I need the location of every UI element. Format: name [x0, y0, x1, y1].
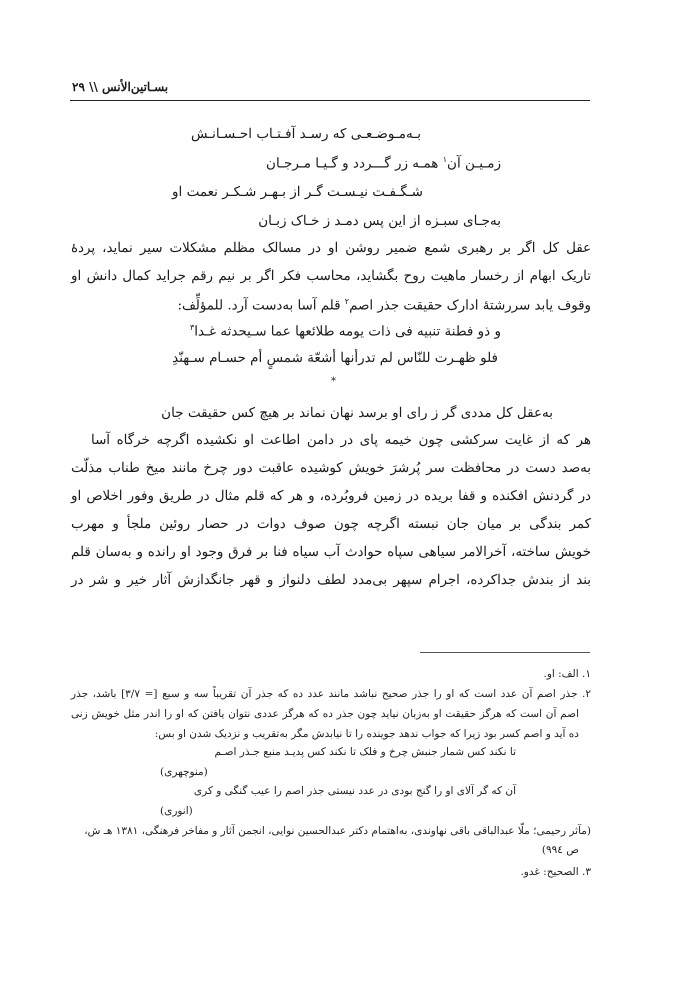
verse-line: به‌جـای سبـزه از این پس دمـد ز خـاک زبـان — [258, 213, 501, 229]
footnote-rule — [420, 652, 590, 653]
footnote-1: ۱. الف: او. — [543, 668, 591, 680]
body-line: به‌صد دست در محافظت سر پُرشرَ خویش کوشیده عاقبت دور چرخ مانند میخ طناب مذلّت — [71, 461, 591, 476]
footnote-quote: آن که گر آلای او را گنج بودی در عدد نیستی جذر اصم را عیب گنگی و کری — [193, 785, 516, 797]
footnote-2-line: ده آید و اصم کسر بود زیرا که جواب ندهد جوینده را تا نیابدش مگر به‌تقریب و نزدیک شدن او بس: — [154, 728, 579, 740]
footnote-quote: تا نکند کس شمار جنبش چرخ و فلک تا نکند کس پدیـد منبع جـذر اصـم — [214, 746, 516, 758]
section-separator: * — [331, 376, 336, 387]
verse-line: شـگـفـت نیـسـت گـر از بـهـر شـکـر نعمت او — [172, 184, 423, 200]
footnote-quote-source: (انوری) — [160, 805, 193, 817]
body-line: هر که از غایت سرکشی چون خیمه پای در دامن اطاعت او نکشیده اگرچه خرگاه آسا — [91, 433, 591, 448]
footnote-ref: ۱ — [442, 155, 448, 164]
verse-line: زمـیـن آن$^۱$ همـه زر گـــردد و گـیـا مـرجـان — [266, 155, 501, 172]
body-line: بند از بندش جداکرده، اجرام سپهر بی‌مدد لطف دلنواز و قهر جانگدازش آثار خیر و شر در — [71, 573, 591, 588]
footnote-2-line: ۲. جذر اصم آن عدد است که او را جذر صحیح نباشد مانند عدد ده که جذر آن تقریباً سه و سبع [= ۳/۷] باشد، جذر — [71, 688, 592, 700]
footnote-ref: ۲ — [344, 297, 350, 306]
footnote-3: ۳. الصحیح: غدو. — [520, 866, 591, 878]
body-line: کمر بندگی بر میان جان نبسته اگرچه چون صوف دوات در حصار روئین ملجأ و مهرب — [71, 517, 591, 532]
header-rule — [70, 100, 590, 101]
footnote-ref: ۳ — [189, 323, 195, 332]
footnote-citation: ص ۹۹٤) — [541, 844, 579, 856]
verse-line: بـه‌مـوضـعـی که رسـد آفـتـاب احـسـانـش — [190, 126, 421, 142]
footnote-citation: (مآثر رحیمی؛ ملّا عبدالباقی باقی نهاوندی، به‌اهتمام دکتر عبدالحسین نوایی، انجمن آثار و مفاخر فرهنگی، ۱۳۸۱ هـ ش، — [84, 825, 591, 837]
arabic-verse-line: و ذو فطنة تنبیه فی ذات یومه طلائعها عما سـیحدثه غـدا$^۳$ — [189, 323, 501, 340]
footnote-quote-source: (منوچهری) — [160, 766, 208, 778]
running-header: بسـاتین‌الأنس \\ ۲۹ — [72, 80, 169, 94]
body-line: تاریک ابهام از رخسار ماهیت روح بگشاید، محاسب فکر اگر بر نیم رقم جراید کمال دانش او — [71, 269, 591, 284]
body-line: وقوف یابد سررشتهٔ ادارک حقیقت جذر اصم$^۲$ قلم آسا به‌دست آرد. للمؤلِّف: — [177, 297, 591, 314]
body-line: عقل کل اگر بر رهبری شمع ضمیر روشن او در مسالک مظلم مشکلات سیر نماید، پردهٔ — [71, 241, 591, 256]
body-line: در گردنش افکنده و قفا بریده در زمین فروبُرده، و هر که قلم مثال در طریق وفور اخلاص او — [71, 489, 591, 504]
footnote-2-line: اصم آن است که هرگز حقیقت او به‌زبان نیاید چون جذر ده که هرگز عددی نتوان یافتن که او را اندر مثل خویش زنی — [71, 708, 579, 720]
verse-line: به‌عقل کل مددی گر ز رای او برسد نهان نماند بر هیچ کس حقیقت جان — [161, 405, 553, 421]
arabic-verse-line: فلو ظهـرت للنّاس لم تدرأنها أشعّة شمسٍ أم حسـام سـهنّدِ — [172, 350, 498, 366]
body-line: خویش ساخته، آخرالامر سیاهی سپاه حوادث آب سیاه فنا بر فرق وجود او رانده و به‌سان قلم — [71, 545, 591, 560]
